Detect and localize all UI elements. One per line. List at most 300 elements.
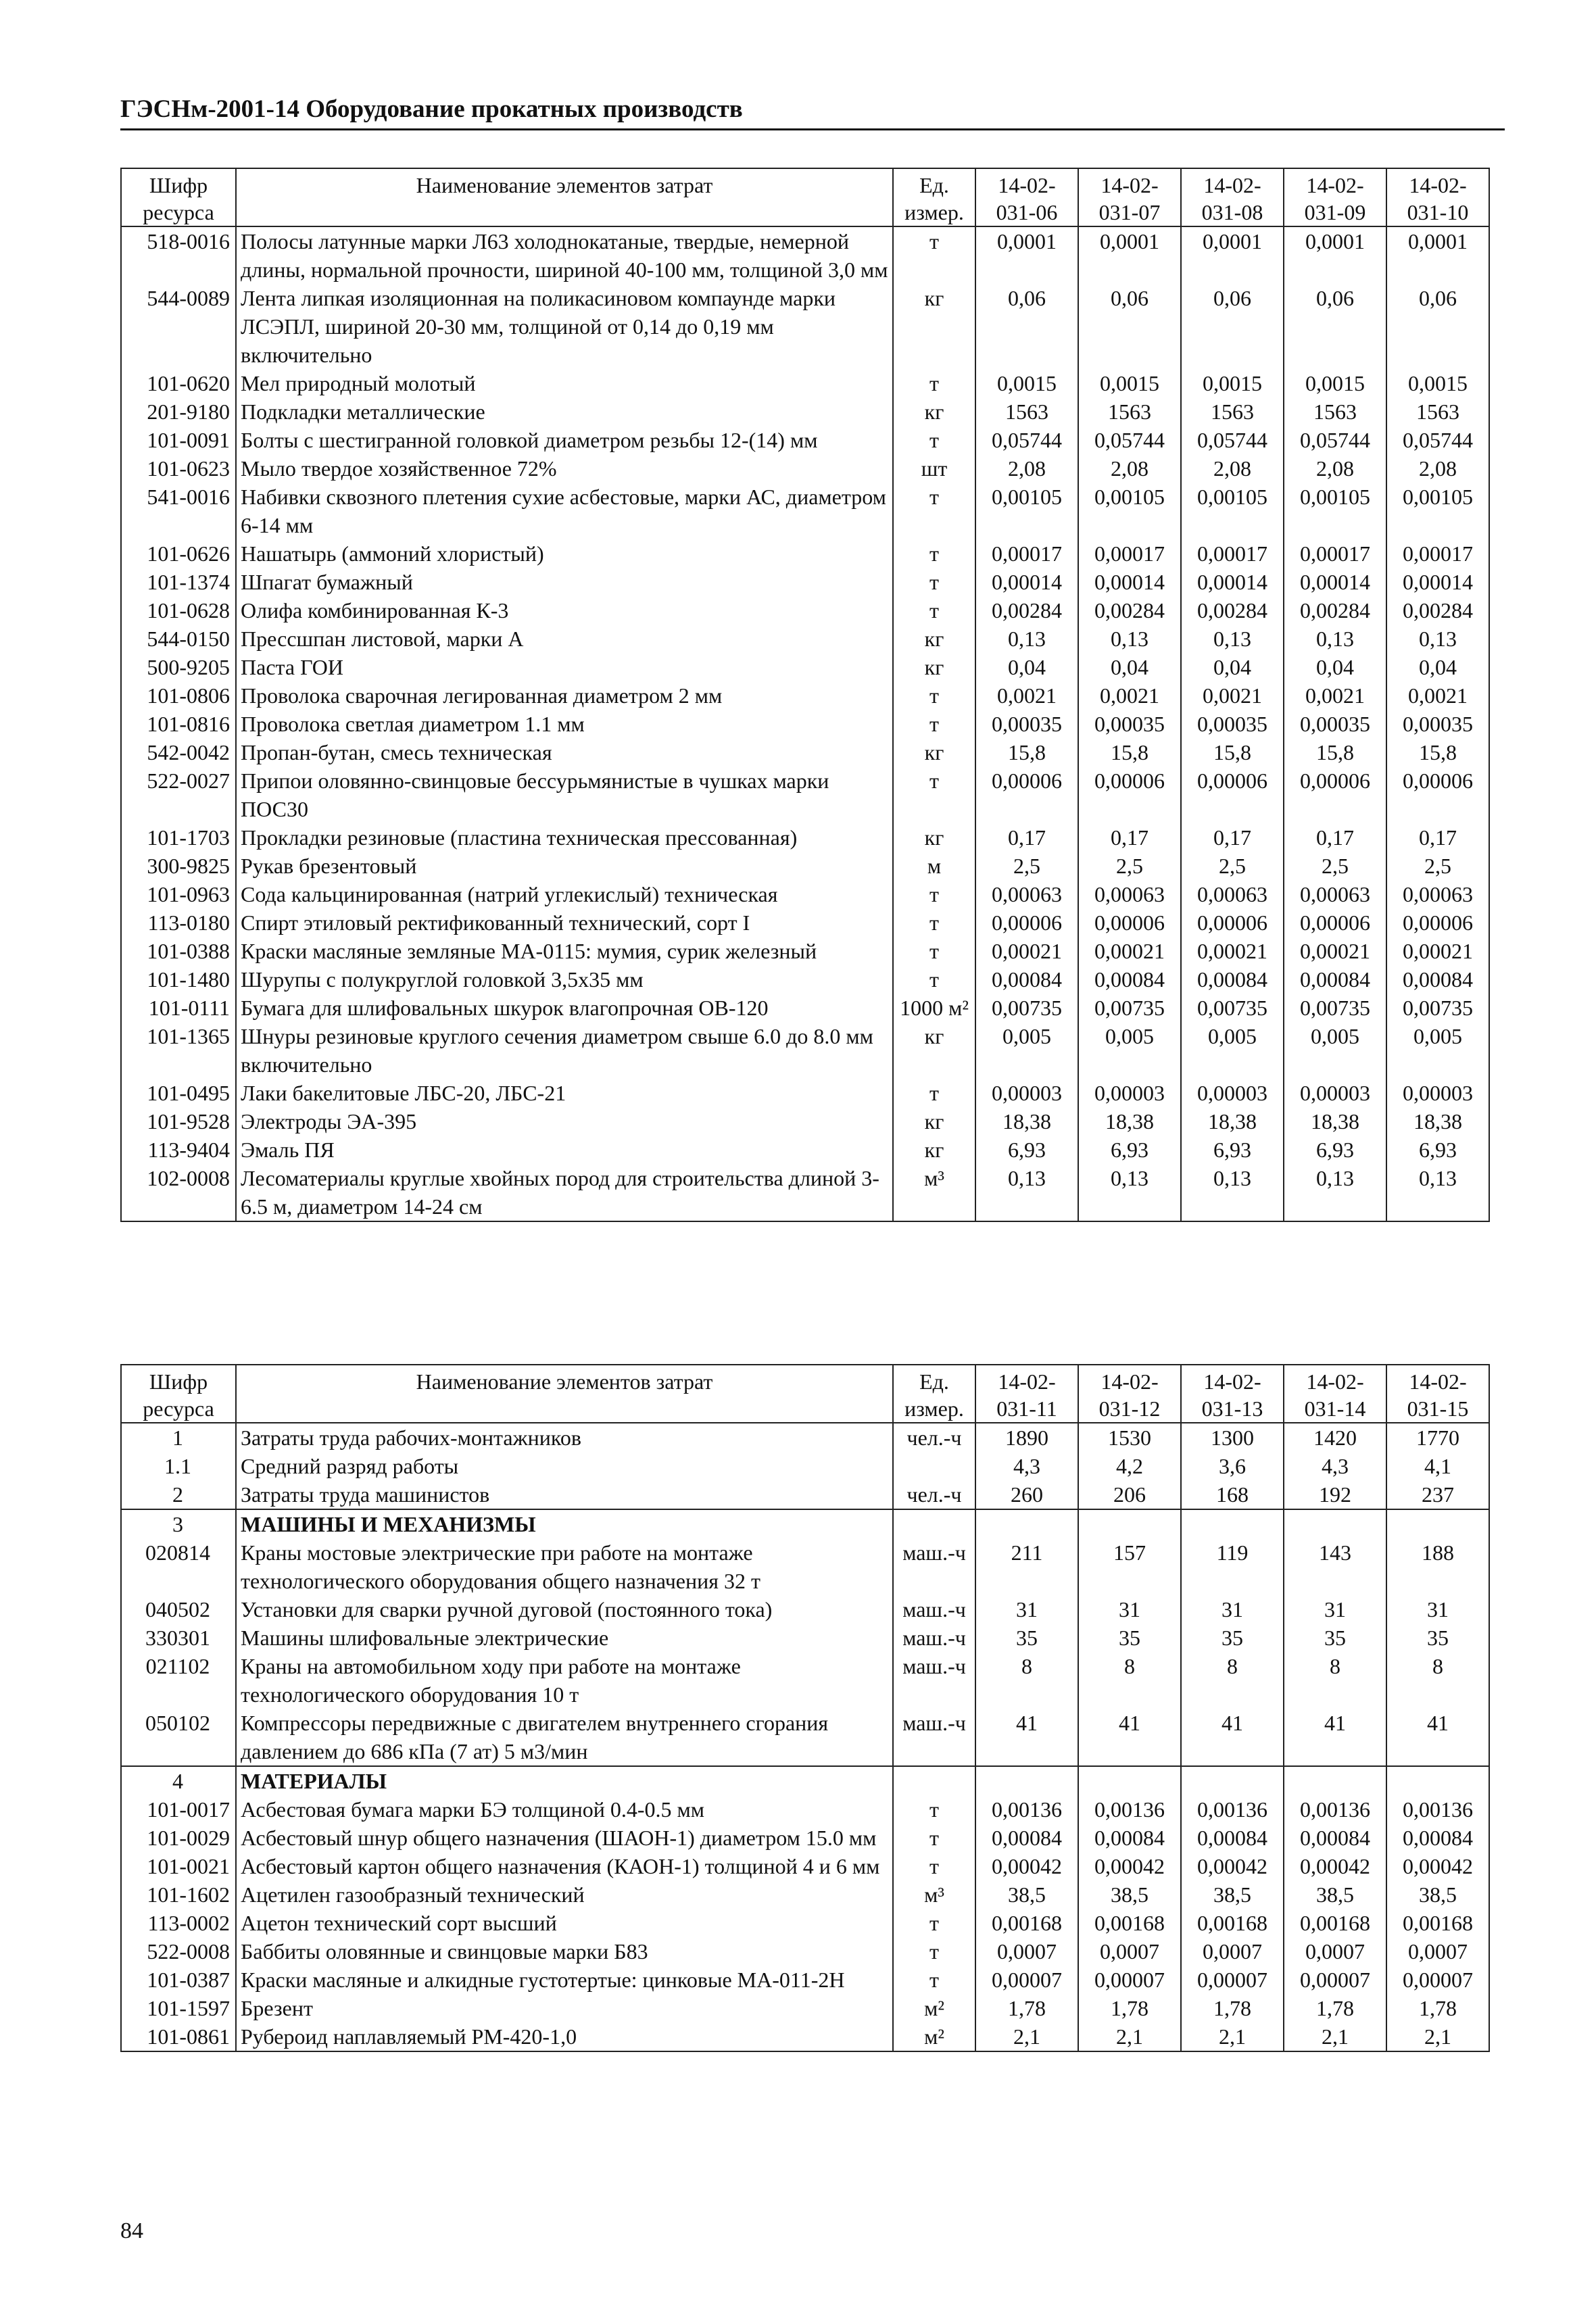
unit-cell: кг <box>893 397 975 426</box>
value-cell: 0,00017 <box>975 539 1078 568</box>
resource-code: 201-9180 <box>121 397 236 426</box>
resource-code: 101-0091 <box>121 426 236 454</box>
value-cell: 2,1 <box>1284 2022 1386 2051</box>
resource-name: Сода кальцинированная (натрий углекислый) техническая <box>236 880 893 908</box>
unit-cell: т <box>893 1966 975 1994</box>
unit-cell: т <box>893 1795 975 1824</box>
resource-code: 544-0150 <box>121 625 236 653</box>
resource-code: 101-9528 <box>121 1107 236 1136</box>
table-row <box>121 369 1489 397</box>
value-cell: 0,0015 <box>975 369 1078 397</box>
value-cell: 6,93 <box>1284 1136 1386 1164</box>
value-cell <box>1386 1509 1489 1538</box>
value-cell: 0,00136 <box>1181 1795 1284 1824</box>
resource-name: Ацетон технический сорт высший <box>236 1909 893 1937</box>
value-cell: 0,17 <box>1078 823 1181 852</box>
col-header: 14-02-031-12 <box>1078 1365 1181 1423</box>
resource-name: Асбестовая бумага марки БЭ толщиной 0.4-0.5 мм <box>236 1795 893 1824</box>
col-unit-header: Ед. измер. <box>893 1365 975 1423</box>
resource-code: 4 <box>121 1766 236 1795</box>
resource-name: Краски масляные и алкидные густотертые: цинковые МА-011-2Н <box>236 1966 893 1994</box>
value-cell: 0,04 <box>1078 653 1181 681</box>
value-cell: 0,00017 <box>1181 539 1284 568</box>
value-cell: 0,00007 <box>975 1966 1078 1994</box>
value-cell: 15,8 <box>1078 738 1181 766</box>
value-cell: 0,0007 <box>975 1937 1078 1966</box>
value-cell: 0,00084 <box>975 965 1078 994</box>
resource-name: Лаки бакелитовые ЛБС-20, ЛБС-21 <box>236 1079 893 1107</box>
resource-name: Полосы латунные марки Л63 холоднокатаные, твердые, немерной длины, нормальной прочности, шириной 40-100 мм, толщиной 3,0 мм <box>236 226 893 284</box>
resource-name: Установки для сварки ручной дуговой (постоянного тока) <box>236 1595 893 1624</box>
resource-name: Болты с шестигранной головкой диаметром резьбы 12-(14) мм <box>236 426 893 454</box>
resource-name: Паста ГОИ <box>236 653 893 681</box>
unit-cell: чел.-ч <box>893 1423 975 1452</box>
table-row <box>121 766 1489 823</box>
resource-code: 101-1374 <box>121 568 236 596</box>
value-cell: 0,00007 <box>1284 1966 1386 1994</box>
value-cell: 0,0001 <box>1284 226 1386 284</box>
unit-cell: 1000 м² <box>893 994 975 1022</box>
value-cell: 0,00063 <box>1078 880 1181 908</box>
unit-cell: чел.-ч <box>893 1480 975 1509</box>
value-cell: 41 <box>1386 1709 1489 1766</box>
value-cell: 0,00284 <box>1386 596 1489 625</box>
resource-code: 330301 <box>121 1624 236 1652</box>
unit-cell: маш.-ч <box>893 1709 975 1766</box>
table-row <box>121 1852 1489 1880</box>
table-row <box>121 1423 1489 1452</box>
value-cell: 15,8 <box>1284 738 1386 766</box>
value-cell: 0,00006 <box>1284 908 1386 937</box>
resource-code: 101-0387 <box>121 1966 236 1994</box>
value-cell: 0,00084 <box>1386 965 1489 994</box>
resource-code: 541-0016 <box>121 483 236 539</box>
resource-name: МАШИНЫ И МЕХАНИЗМЫ <box>236 1509 893 1538</box>
value-cell: 0,0021 <box>1386 681 1489 710</box>
value-cell <box>975 1509 1078 1538</box>
value-cell: 0,00021 <box>1284 937 1386 965</box>
resource-code: 101-0495 <box>121 1079 236 1107</box>
table-row <box>121 1452 1489 1480</box>
resource-code: 050102 <box>121 1709 236 1766</box>
value-cell: 0,00003 <box>1078 1079 1181 1107</box>
resource-name: Ацетилен газообразный технический <box>236 1880 893 1909</box>
value-cell: 237 <box>1386 1480 1489 1509</box>
unit-cell: т <box>893 1937 975 1966</box>
value-cell: 0,00284 <box>1078 596 1181 625</box>
resource-name: Мел природный молотый <box>236 369 893 397</box>
value-cell: 31 <box>1284 1595 1386 1624</box>
unit-cell <box>893 1452 975 1480</box>
resource-code: 542-0042 <box>121 738 236 766</box>
value-cell: 38,5 <box>1181 1880 1284 1909</box>
section-row <box>121 1509 1489 1538</box>
value-cell: 0,00084 <box>1181 965 1284 994</box>
table-row <box>121 710 1489 738</box>
value-cell: 0,00007 <box>1386 1966 1489 1994</box>
resource-name: Рубероид наплавляемый РМ-420-1,0 <box>236 2022 893 2051</box>
resource-name: Набивки сквозного плетения сухие асбестовые, марки АС, диаметром 6-14 мм <box>236 483 893 539</box>
col-code-header: Шифр ресурса <box>121 1365 236 1423</box>
table-row <box>121 426 1489 454</box>
value-cell: 8 <box>1078 1652 1181 1709</box>
value-cell: 0,00168 <box>975 1909 1078 1937</box>
resource-table-1 <box>120 168 1490 1222</box>
table-row <box>121 1795 1489 1824</box>
value-cell: 4,2 <box>1078 1452 1181 1480</box>
resource-code: 3 <box>121 1509 236 1538</box>
value-cell: 1563 <box>1181 397 1284 426</box>
unit-cell: кг <box>893 1022 975 1079</box>
table-row <box>121 1824 1489 1852</box>
value-cell: 0,04 <box>975 653 1078 681</box>
value-cell: 0,00006 <box>1386 766 1489 823</box>
value-cell: 0,00735 <box>975 994 1078 1022</box>
resource-code: 101-0620 <box>121 369 236 397</box>
value-cell: 0,00105 <box>1181 483 1284 539</box>
value-cell: 1300 <box>1181 1423 1284 1452</box>
value-cell: 4,1 <box>1386 1452 1489 1480</box>
resource-code: 2 <box>121 1480 236 1509</box>
value-cell: 0,00014 <box>1078 568 1181 596</box>
value-cell: 0,00084 <box>1284 1824 1386 1852</box>
value-cell: 0,00007 <box>1181 1966 1284 1994</box>
value-cell: 0,06 <box>1386 284 1489 369</box>
table-row <box>121 823 1489 852</box>
unit-cell: шт <box>893 454 975 483</box>
resource-code: 500-9205 <box>121 653 236 681</box>
value-cell: 8 <box>1386 1652 1489 1709</box>
value-cell: 0,0021 <box>1181 681 1284 710</box>
col-header: 14-02-031-15 <box>1386 1365 1489 1423</box>
unit-cell: маш.-ч <box>893 1624 975 1652</box>
value-cell: 0,0007 <box>1284 1937 1386 1966</box>
value-cell: 260 <box>975 1480 1078 1509</box>
value-cell: 8 <box>1284 1652 1386 1709</box>
value-cell: 0,00063 <box>1284 880 1386 908</box>
resource-code: 518-0016 <box>121 226 236 284</box>
value-cell: 0,00136 <box>1284 1795 1386 1824</box>
value-cell: 0,00017 <box>1284 539 1386 568</box>
col-header: 14-02-031-14 <box>1284 1365 1386 1423</box>
value-cell: 31 <box>1181 1595 1284 1624</box>
resource-name: Проволока сварочная легированная диаметром 2 мм <box>236 681 893 710</box>
value-cell: 0,0001 <box>1181 226 1284 284</box>
value-cell: 0,00042 <box>1181 1852 1284 1880</box>
value-cell: 35 <box>1078 1624 1181 1652</box>
value-cell: 31 <box>1078 1595 1181 1624</box>
value-cell: 0,13 <box>1078 1164 1181 1221</box>
table-row <box>121 568 1489 596</box>
unit-cell: т <box>893 483 975 539</box>
resource-name: Подкладки металлические <box>236 397 893 426</box>
value-cell: 0,06 <box>1078 284 1181 369</box>
value-cell: 0,00136 <box>1386 1795 1489 1824</box>
value-cell: 0,00035 <box>1181 710 1284 738</box>
value-cell: 157 <box>1078 1538 1181 1595</box>
resource-code: 101-0628 <box>121 596 236 625</box>
resource-code: 113-0002 <box>121 1909 236 1937</box>
resource-code: 021102 <box>121 1652 236 1709</box>
value-cell: 3,6 <box>1181 1452 1284 1480</box>
value-cell: 38,5 <box>1078 1880 1181 1909</box>
value-cell: 0,00084 <box>975 1824 1078 1852</box>
value-cell: 0,0001 <box>1386 226 1489 284</box>
value-cell: 2,5 <box>1386 852 1489 880</box>
value-cell: 1563 <box>1284 397 1386 426</box>
unit-cell: т <box>893 908 975 937</box>
value-cell: 0,00168 <box>1386 1909 1489 1937</box>
value-cell <box>1078 1509 1181 1538</box>
value-cell: 0,00006 <box>1386 908 1489 937</box>
value-cell: 0,00021 <box>1181 937 1284 965</box>
value-cell: 0,00084 <box>1078 1824 1181 1852</box>
value-cell: 0,005 <box>1386 1022 1489 1079</box>
value-cell: 0,0001 <box>975 226 1078 284</box>
value-cell: 38,5 <box>1386 1880 1489 1909</box>
value-cell: 38,5 <box>975 1880 1078 1909</box>
resource-name: Асбестовый шнур общего назначения (ШАОН-1) диаметром 15.0 мм <box>236 1824 893 1852</box>
value-cell: 0,005 <box>1284 1022 1386 1079</box>
value-cell: 0,05744 <box>1284 426 1386 454</box>
resource-name: Компрессоры передвижные с двигателем внутреннего сгорания давлением до 686 кПа (7 ат) 5 м3/мин <box>236 1709 893 1766</box>
value-cell: 18,38 <box>1181 1107 1284 1136</box>
table-row <box>121 1107 1489 1136</box>
resource-name: Припои оловянно-свинцовые бессурьмянистые в чушках марки ПОС30 <box>236 766 893 823</box>
col-header: 14-02-031-06 <box>975 168 1078 226</box>
value-cell: 211 <box>975 1538 1078 1595</box>
table-row <box>121 226 1489 284</box>
value-cell: 0,04 <box>1284 653 1386 681</box>
unit-cell <box>893 1509 975 1538</box>
table-row <box>121 1480 1489 1509</box>
value-cell: 0,13 <box>1181 1164 1284 1221</box>
value-cell: 0,00006 <box>975 766 1078 823</box>
unit-cell <box>893 1766 975 1795</box>
value-cell: 1770 <box>1386 1423 1489 1452</box>
resource-code: 522-0027 <box>121 766 236 823</box>
value-cell: 6,93 <box>1386 1136 1489 1164</box>
value-cell: 0,00284 <box>1284 596 1386 625</box>
unit-cell: кг <box>893 1136 975 1164</box>
value-cell: 1,78 <box>1386 1994 1489 2022</box>
value-cell: 0,00006 <box>1078 766 1181 823</box>
value-cell <box>1284 1509 1386 1538</box>
value-cell: 0,0007 <box>1078 1937 1181 1966</box>
resource-code: 020814 <box>121 1538 236 1595</box>
value-cell: 41 <box>1181 1709 1284 1766</box>
unit-cell: кг <box>893 653 975 681</box>
value-cell: 0,00063 <box>1181 880 1284 908</box>
value-cell: 0,06 <box>1181 284 1284 369</box>
col-header: 14-02-031-10 <box>1386 168 1489 226</box>
value-cell: 0,00042 <box>1078 1852 1181 1880</box>
resource-name: Олифа комбинированная К-3 <box>236 596 893 625</box>
value-cell: 4,3 <box>1284 1452 1386 1480</box>
value-cell: 0,0021 <box>1284 681 1386 710</box>
resource-name: Спирт этиловый ректификованный технический, сорт I <box>236 908 893 937</box>
table-row <box>121 1880 1489 1909</box>
unit-cell: маш.-ч <box>893 1538 975 1595</box>
resource-name: Затраты труда рабочих-монтажников <box>236 1423 893 1452</box>
table-row <box>121 1079 1489 1107</box>
value-cell: 0,00168 <box>1284 1909 1386 1937</box>
value-cell: 0,0015 <box>1078 369 1181 397</box>
value-cell: 18,38 <box>1284 1107 1386 1136</box>
value-cell: 6,93 <box>1181 1136 1284 1164</box>
resource-name: Прессшпан листовой, марки А <box>236 625 893 653</box>
value-cell: 0,17 <box>1284 823 1386 852</box>
resource-name: Шнуры резиновые круглого сечения диаметром свыше 6.0 до 8.0 мм включительно <box>236 1022 893 1079</box>
unit-cell: м³ <box>893 1880 975 1909</box>
value-cell: 0,00035 <box>1284 710 1386 738</box>
value-cell: 0,00735 <box>1078 994 1181 1022</box>
resource-code: 101-1703 <box>121 823 236 852</box>
unit-cell: т <box>893 1079 975 1107</box>
value-cell: 1,78 <box>1181 1994 1284 2022</box>
value-cell <box>1181 1509 1284 1538</box>
table-row <box>121 965 1489 994</box>
table1-body <box>121 226 1489 1221</box>
value-cell: 2,1 <box>975 2022 1078 2051</box>
resource-code: 113-9404 <box>121 1136 236 1164</box>
resource-name: Краны мостовые электрические при работе на монтаже технологического оборудования общего назначения 32 т <box>236 1538 893 1595</box>
resource-name: Нашатырь (аммоний хлористый) <box>236 539 893 568</box>
value-cell: 0,00006 <box>1181 766 1284 823</box>
unit-cell: т <box>893 937 975 965</box>
table-row <box>121 852 1489 880</box>
value-cell: 0,06 <box>1284 284 1386 369</box>
resource-name: Проволока светлая диаметром 1.1 мм <box>236 710 893 738</box>
value-cell: 2,5 <box>1284 852 1386 880</box>
value-cell: 0,00006 <box>1284 766 1386 823</box>
value-cell <box>1078 1766 1181 1795</box>
value-cell: 0,00084 <box>1284 965 1386 994</box>
value-cell: 0,0007 <box>1181 1937 1284 1966</box>
table-row <box>121 625 1489 653</box>
value-cell: 119 <box>1181 1538 1284 1595</box>
value-cell: 0,0007 <box>1386 1937 1489 1966</box>
value-cell: 0,00063 <box>1386 880 1489 908</box>
value-cell: 41 <box>975 1709 1078 1766</box>
value-cell: 0,13 <box>1284 625 1386 653</box>
value-cell: 0,00035 <box>975 710 1078 738</box>
table-row <box>121 1538 1489 1595</box>
value-cell: 2,08 <box>975 454 1078 483</box>
value-cell: 0,00136 <box>1078 1795 1181 1824</box>
unit-cell: т <box>893 880 975 908</box>
value-cell: 0,00042 <box>975 1852 1078 1880</box>
resource-code: 101-0816 <box>121 710 236 738</box>
value-cell: 0,04 <box>1181 653 1284 681</box>
value-cell: 38,5 <box>1284 1880 1386 1909</box>
value-cell: 168 <box>1181 1480 1284 1509</box>
table-row <box>121 653 1489 681</box>
unit-cell: т <box>893 226 975 284</box>
value-cell: 0,0001 <box>1078 226 1181 284</box>
value-cell: 2,08 <box>1078 454 1181 483</box>
col-name-header: Наименование элементов затрат <box>236 1365 893 1423</box>
table-row <box>121 1652 1489 1709</box>
resource-name: Бумага для шлифовальных шкурок влагопрочная ОВ-120 <box>236 994 893 1022</box>
value-cell: 1,78 <box>1284 1994 1386 2022</box>
resource-code: 300-9825 <box>121 852 236 880</box>
col-header: 14-02-031-11 <box>975 1365 1078 1423</box>
value-cell: 1,78 <box>1078 1994 1181 2022</box>
resource-code: 522-0008 <box>121 1937 236 1966</box>
value-cell: 18,38 <box>975 1107 1078 1136</box>
unit-cell: т <box>893 965 975 994</box>
value-cell: 1563 <box>1386 397 1489 426</box>
value-cell: 0,005 <box>1181 1022 1284 1079</box>
resource-name: Баббиты оловянные и свинцовые марки Б83 <box>236 1937 893 1966</box>
resource-name: МАТЕРИАЛЫ <box>236 1766 893 1795</box>
resource-name: Шпагат бумажный <box>236 568 893 596</box>
unit-cell: т <box>893 1824 975 1852</box>
resource-name: Средний разряд работы <box>236 1452 893 1480</box>
value-cell: 18,38 <box>1386 1107 1489 1136</box>
table-row <box>121 908 1489 937</box>
value-cell: 0,00007 <box>1078 1966 1181 1994</box>
table-row <box>121 994 1489 1022</box>
value-cell: 0,13 <box>975 1164 1078 1221</box>
unit-cell: т <box>893 1852 975 1880</box>
value-cell: 0,0021 <box>1078 681 1181 710</box>
resource-code: 544-0089 <box>121 284 236 369</box>
resource-name: Затраты труда машинистов <box>236 1480 893 1509</box>
resource-code: 101-0017 <box>121 1795 236 1824</box>
value-cell: 35 <box>1284 1624 1386 1652</box>
value-cell: 41 <box>1284 1709 1386 1766</box>
unit-cell: т <box>893 596 975 625</box>
table-row <box>121 1709 1489 1766</box>
value-cell: 0,00105 <box>1284 483 1386 539</box>
unit-cell: кг <box>893 823 975 852</box>
resource-code: 101-0388 <box>121 937 236 965</box>
table-row <box>121 1136 1489 1164</box>
value-cell <box>975 1766 1078 1795</box>
value-cell: 0,13 <box>1386 1164 1489 1221</box>
unit-cell: м² <box>893 2022 975 2051</box>
header-rule <box>120 128 1505 130</box>
resource-name: Рукав брезентовый <box>236 852 893 880</box>
value-cell: 0,00035 <box>1386 710 1489 738</box>
unit-cell: т <box>893 1909 975 1937</box>
value-cell: 0,00021 <box>1386 937 1489 965</box>
table-row <box>121 937 1489 965</box>
value-cell: 0,00084 <box>1078 965 1181 994</box>
value-cell: 0,05744 <box>975 426 1078 454</box>
value-cell: 1420 <box>1284 1423 1386 1452</box>
unit-cell: маш.-ч <box>893 1595 975 1624</box>
value-cell: 0,05744 <box>1078 426 1181 454</box>
value-cell: 2,08 <box>1284 454 1386 483</box>
resource-name: Асбестовый картон общего назначения (КАОН-1) толщиной 4 и 6 мм <box>236 1852 893 1880</box>
value-cell: 15,8 <box>1181 738 1284 766</box>
value-cell: 188 <box>1386 1538 1489 1595</box>
page-header: ГЭСНм-2001-14 Оборудование прокатных производств <box>120 95 743 123</box>
value-cell: 0,13 <box>1181 625 1284 653</box>
value-cell: 1563 <box>975 397 1078 426</box>
resource-name: Лента липкая изоляционная на поликасиновом компаунде марки ЛСЭПЛ, шириной 20-30 мм, толщиной от 0,14 до 0,19 мм включительно <box>236 284 893 369</box>
unit-cell: т <box>893 539 975 568</box>
value-cell: 0,00284 <box>975 596 1078 625</box>
value-cell: 192 <box>1284 1480 1386 1509</box>
page-number: 84 <box>120 2218 143 2243</box>
resource-name: Электроды ЭА-395 <box>236 1107 893 1136</box>
table-row <box>121 596 1489 625</box>
resource-name: Эмаль ПЯ <box>236 1136 893 1164</box>
